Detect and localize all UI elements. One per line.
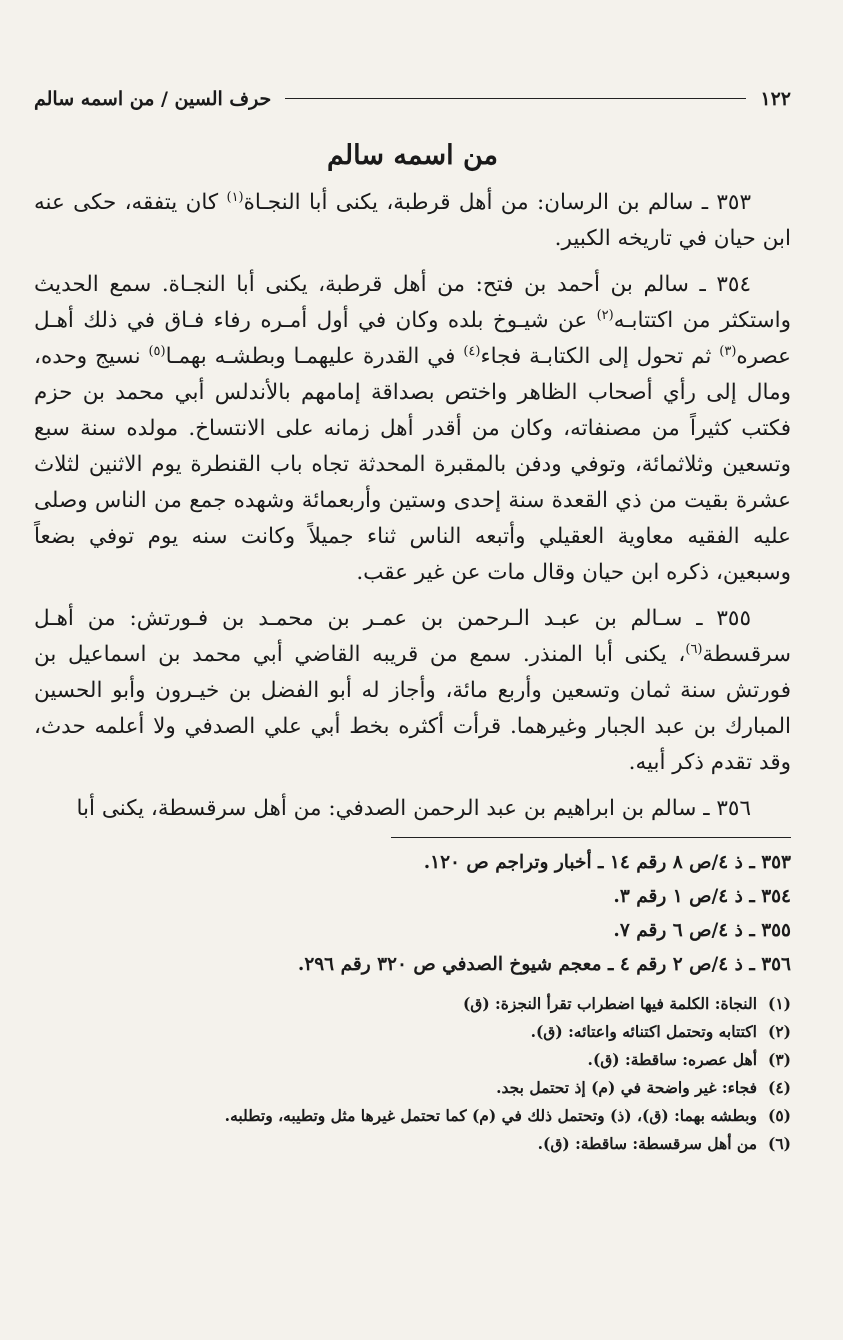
footnote-text: من أهل سرقسطة: ساقطة: (ق).	[537, 1134, 757, 1153]
footnote-text: اكتتابه وتحتمل اكتنائه واعتائه: (ق).	[530, 1022, 757, 1041]
footnote	[34, 1130, 791, 1158]
footnote	[34, 1074, 791, 1102]
entry-text: ثم تحول إلى الكتابـة فجاء	[480, 344, 720, 369]
entry-text: ٣٥٥ ـ سـالم بن عبـد الـرحمن بن عمـر بن محمـد بن فـورتش: من أهـل سرقسطة	[34, 606, 791, 667]
footnote	[34, 1046, 791, 1074]
entry-text: كان يتفقه، حكى عنه ابن حيان في تاريخه الكبير.	[34, 190, 791, 251]
footnote-number: (٦)	[767, 1134, 791, 1153]
footnote-ref: (٤)	[463, 343, 481, 359]
entry-356	[34, 791, 791, 827]
footnote-number: (٥)	[767, 1106, 791, 1125]
running-title: حرف السين / من اسمه سالم	[34, 88, 272, 110]
entry-text: نسيج وحده، ومال إلى رأي أصحاب الظاهر واختص بصداقة إمامهم بالأندلس أبي محمد بن حزم فكتب كثيراً من مصنفاته، وكان من أقدر أهل زمانه على الانتساخ. مولده سنة سبع وتسعين وثلاثمائة، وتوفي ودفن بالمقبرة المحدثة تجاه باب القنطرة يوم الاثنين لثلاث عشرة بقيت من ذي القعدة سنة إحدى وستين وأربعمائة وشهده جمع من الناس وصلى عليه الفقيه معاوية العقيلي وأتبعه الناس ثناء جميلاً وكانت سنه يوم توفي بضعاً وسبعين، ذكره ابن حيان وقال مات عن غير عقب.	[34, 344, 791, 585]
footnotes	[34, 990, 791, 1158]
entry-text: ٣٥٤ ـ سالم بن أحمد بن فتح: من أهل قرطبة، يكنى أبا النجـاة. سمع الحديث واستكثر من اكتتابـه	[34, 272, 791, 333]
footnote-ref: (٥)	[148, 343, 166, 359]
footnote-text: فجاء: غير واضحة في (م) إذ تحتمل بجد.	[496, 1078, 757, 1097]
entry-355	[34, 601, 791, 781]
footnote	[34, 990, 791, 1018]
entry-354	[34, 267, 791, 591]
source-ref: ٣٥٤ ـ ذ ٤/ص ١ رقم ٣.	[613, 886, 791, 907]
source-ref: ٣٥٥ ـ ذ ٤/ص ٦ رقم ٧.	[613, 920, 791, 941]
footnote-divider	[391, 837, 791, 838]
footnote-ref: (٢)	[596, 307, 614, 323]
entry-text: ٣٥٦ ـ سالم بن ابراهيم بن عبد الرحمن الصدفي: من أهل سرقسطة، يكنى أبا	[76, 796, 751, 821]
footnote-number: (١)	[767, 994, 791, 1013]
footnote-ref: (٦)	[685, 641, 703, 657]
footnote-ref: (٣)	[719, 343, 737, 359]
footnote-text: النجاة: الكلمة فيها اضطراب تقرأ النجزة: (ق)	[462, 994, 757, 1013]
footnote-number: (٣)	[767, 1050, 791, 1069]
entry-text: في القدرة عليهمـا وبطشـه بهمـا	[165, 344, 464, 369]
footnote-ref: (١)	[226, 189, 244, 205]
header-rule	[285, 98, 746, 99]
footnote-number: (٤)	[767, 1078, 791, 1097]
footnote	[34, 1018, 791, 1046]
source-ref: ٣٥٣ ـ ذ ٤/ص ٨ رقم ١٤ ـ أخبار وتراجم ص ١٢٠.	[423, 852, 791, 873]
section-title: من اسمه سالم	[326, 140, 499, 171]
footnote-number: (٢)	[767, 1022, 791, 1041]
footnote-text: أهل عصره: ساقطة: (ق).	[587, 1050, 757, 1069]
running-header	[34, 88, 791, 124]
footnote	[34, 1102, 791, 1130]
entry-text: ، يكنى أبا المنذر. سمع من قريبه القاضي أبي محمد بن اسماعيل بن فورتش سنة ثمان وتسعين وأربع مائة، وأجاز له أبو الفضل بن خيـرون وأبو الحسين المبارك بن عبد الجبار وغيرهما. قرأت أكثره بخط أبي علي الصدفي ولا أعلمه حدث، وقد تقدم ذكر أبيه.	[34, 642, 791, 775]
entry-353	[34, 185, 791, 257]
footnote-text: وبطشه بهما: (ق)، (ذ) وتحتمل ذلك في (م) كما تحتمل غيرها مثل وتطيبه، وتطلبه.	[224, 1106, 757, 1125]
source-ref: ٣٥٦ ـ ذ ٤/ص ٢ رقم ٤ ـ معجم شيوخ الصدفي ص ٣٢٠ رقم ٢٩٦.	[297, 954, 791, 975]
entry-text: عن شيـوخ بلده وكان في أول أمـره رفاء فـاق في ذلك أهـل عصره	[34, 308, 791, 369]
page-number: ١٢٢	[760, 88, 791, 110]
source-references	[34, 846, 791, 982]
entry-text: ٣٥٣ ـ سالم بن الرسان: من أهل قرطبة، يكنى أبا النجـاة	[243, 190, 751, 215]
